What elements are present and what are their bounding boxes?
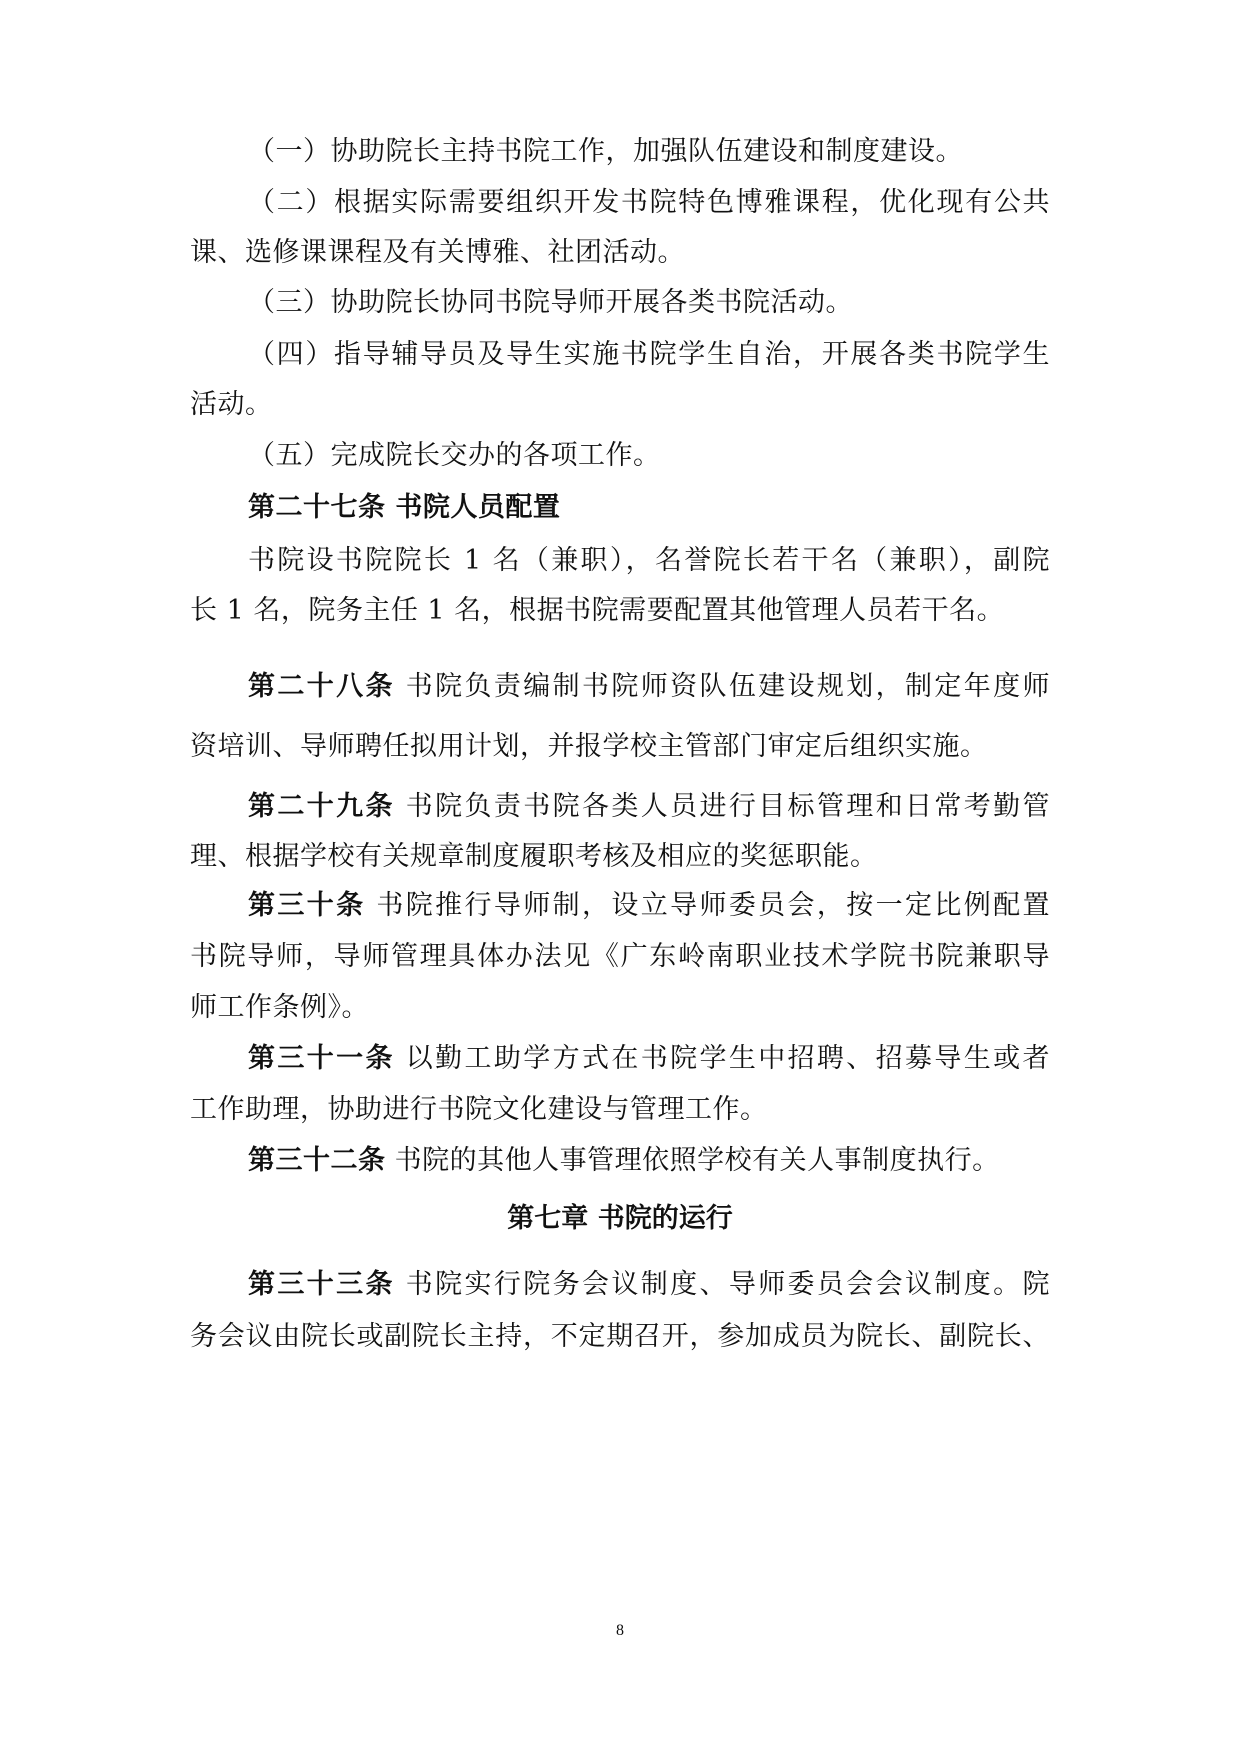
text-line: （三）协助院长协同书院导师开展各类书院活动。 [248,287,853,318]
article-30-heading: 第三十条 [248,890,366,921]
text-line: 书院导师，导师管理具体办法见《广东岭南职业技术学院书院兼职导 [190,941,1050,972]
text-line: 务会议由院长或副院长主持，不定期召开，参加成员为院长、副院长、 [190,1321,1050,1352]
text-line: 工作助理，协助进行书院文化建设与管理工作。 [190,1094,768,1125]
article-30-line [248,886,1050,926]
article-29-line [248,787,1050,827]
text-line: （五）完成院长交办的各项工作。 [248,440,661,471]
text-line: 资培训、导师聘任拟用计划，并报学校主管部门审定后组织实施。 [190,731,988,762]
article-33-line [248,1265,1050,1305]
page-number: 8 [616,1622,624,1639]
text-line: （四）指导辅导员及导生实施书院学生自治，开展各类书院学生 [248,339,1050,370]
article-29-heading: 第二十九条 [248,791,395,822]
article-31-heading: 第三十一条 [248,1043,395,1074]
article-text: 书院负责书院各类人员进行目标管理和日常考勤管 [394,791,1050,822]
text-line: 师工作条例》。 [190,992,369,1023]
text-line: 活动。 [190,389,273,420]
article-text: 以勤工助学方式在书院学生中招聘、招募导生或者 [394,1043,1050,1074]
article-32-line [248,1141,1050,1181]
article-27-heading: 第二十七条 书院人员配置 [248,492,561,523]
article-text: 书院实行院务会议制度、导师委员会会议制度。院 [394,1269,1050,1300]
text-line: （二）根据实际需要组织开发书院特色博雅课程，优化现有公共 [248,187,1050,218]
article-33-heading: 第三十三条 [248,1269,395,1300]
text-line: 课、选修课课程及有关博雅、社团活动。 [190,237,685,268]
article-28-heading: 第二十八条 [248,671,395,702]
text-line: 理、根据学校有关规章制度履职考核及相应的奖惩职能。 [190,841,878,872]
article-text: 书院的其他人事管理依照学校有关人事制度执行。 [385,1145,1000,1176]
text-line: 长 1 名，院务主任 1 名，根据书院需要配置其他管理人员若干名。 [190,595,1005,626]
article-text: 书院负责编制书院师资队伍建设规划，制定年度师 [394,671,1050,702]
chapter-7-title: 第七章 书院的运行 [507,1203,733,1234]
text-line: 书院设书院院长 1 名（兼职），名誉院长若干名（兼职），副院 [248,545,1050,576]
article-31-line [248,1039,1050,1079]
text-line: （一）协助院长主持书院工作，加强队伍建设和制度建设。 [248,136,963,167]
article-28-line [248,667,1050,707]
article-32-heading: 第三十二条 [248,1145,386,1176]
article-text: 书院推行导师制，设立导师委员会，按一定比例配置 [365,890,1050,921]
